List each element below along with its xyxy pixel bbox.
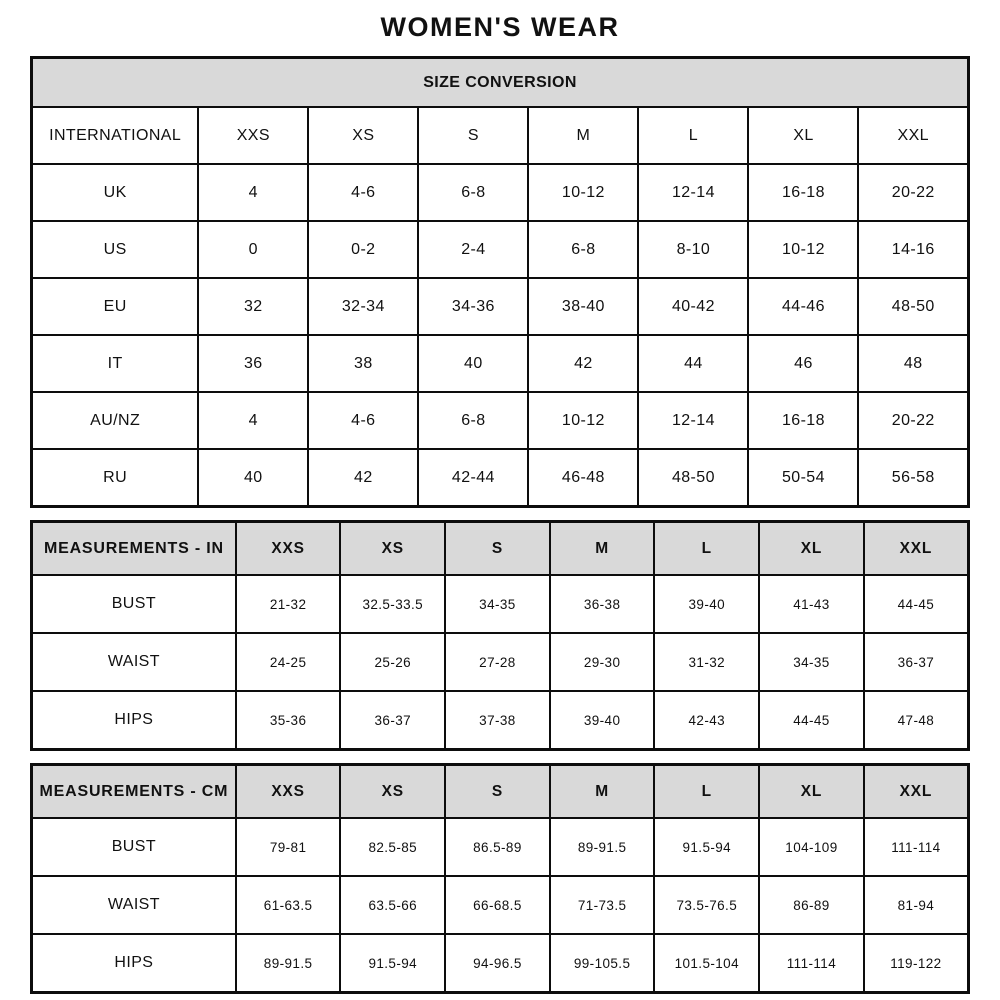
- value-cell: 10-12: [528, 392, 638, 449]
- value-cell: 86.5-89: [445, 818, 550, 876]
- row-label: EU: [32, 278, 199, 335]
- value-cell: 42-43: [654, 691, 759, 750]
- size-conversion-table: [30, 56, 970, 508]
- value-cell: 38: [308, 335, 418, 392]
- size-column-header: XL: [748, 107, 858, 164]
- value-cell: 50-54: [748, 449, 858, 507]
- value-cell: 10-12: [528, 164, 638, 221]
- table-title-row: [32, 58, 969, 108]
- size-column-header: L: [654, 522, 759, 576]
- row-label: BUST: [32, 818, 236, 876]
- value-cell: 36-37: [864, 633, 969, 691]
- table-row: [32, 164, 969, 221]
- value-cell: 32-34: [308, 278, 418, 335]
- size-column-header: S: [445, 765, 550, 819]
- value-cell: 56-58: [858, 449, 968, 507]
- value-cell: 46-48: [528, 449, 638, 507]
- value-cell: 40: [198, 449, 308, 507]
- value-cell: 16-18: [748, 392, 858, 449]
- value-cell: 36-37: [340, 691, 445, 750]
- row-label: RU: [32, 449, 199, 507]
- value-cell: 29-30: [550, 633, 655, 691]
- value-cell: 66-68.5: [445, 876, 550, 934]
- value-cell: 36-38: [550, 575, 655, 633]
- value-cell: 41-43: [759, 575, 864, 633]
- value-cell: 34-35: [759, 633, 864, 691]
- row-label: UK: [32, 164, 199, 221]
- measurements-cm-table-grid: [30, 763, 970, 994]
- value-cell: 25-26: [340, 633, 445, 691]
- value-cell: 27-28: [445, 633, 550, 691]
- value-cell: 32: [198, 278, 308, 335]
- value-cell: 6-8: [418, 164, 528, 221]
- value-cell: 40-42: [638, 278, 748, 335]
- row-label: US: [32, 221, 199, 278]
- size-column-header: L: [638, 107, 748, 164]
- value-cell: 91.5-94: [340, 934, 445, 993]
- row-label: WAIST: [32, 876, 236, 934]
- value-cell: 20-22: [858, 392, 968, 449]
- value-cell: 71-73.5: [550, 876, 655, 934]
- value-cell: 44-46: [748, 278, 858, 335]
- value-cell: 104-109: [759, 818, 864, 876]
- value-cell: 14-16: [858, 221, 968, 278]
- size-column-header: M: [528, 107, 638, 164]
- row-header-label: MEASUREMENTS - CM: [32, 765, 236, 819]
- value-cell: 111-114: [759, 934, 864, 993]
- value-cell: 42-44: [418, 449, 528, 507]
- size-column-header: XS: [340, 765, 445, 819]
- row-label: HIPS: [32, 934, 236, 993]
- size-column-header: M: [550, 522, 655, 576]
- value-cell: 101.5-104: [654, 934, 759, 993]
- size-column-header: XXL: [864, 522, 969, 576]
- table-row: [32, 934, 969, 993]
- value-cell: 12-14: [638, 164, 748, 221]
- value-cell: 82.5-85: [340, 818, 445, 876]
- value-cell: 37-38: [445, 691, 550, 750]
- table-row: [32, 449, 969, 507]
- size-column-header: S: [418, 107, 528, 164]
- table-row: [32, 876, 969, 934]
- value-cell: 63.5-66: [340, 876, 445, 934]
- value-cell: 34-35: [445, 575, 550, 633]
- value-cell: 8-10: [638, 221, 748, 278]
- value-cell: 39-40: [550, 691, 655, 750]
- table-row: [32, 691, 969, 750]
- size-conversion-table-grid: [30, 56, 970, 508]
- value-cell: 44-45: [759, 691, 864, 750]
- table-title: SIZE CONVERSION: [32, 58, 969, 108]
- row-label: IT: [32, 335, 199, 392]
- value-cell: 94-96.5: [445, 934, 550, 993]
- value-cell: 89-91.5: [236, 934, 341, 993]
- size-column-header: XXS: [236, 522, 341, 576]
- value-cell: 16-18: [748, 164, 858, 221]
- value-cell: 12-14: [638, 392, 748, 449]
- value-cell: 73.5-76.5: [654, 876, 759, 934]
- value-cell: 81-94: [864, 876, 969, 934]
- size-column-header: XL: [759, 522, 864, 576]
- value-cell: 31-32: [654, 633, 759, 691]
- value-cell: 34-36: [418, 278, 528, 335]
- size-column-header: L: [654, 765, 759, 819]
- value-cell: 48-50: [638, 449, 748, 507]
- size-column-header: XS: [308, 107, 418, 164]
- value-cell: 79-81: [236, 818, 341, 876]
- table-row: [32, 278, 969, 335]
- row-label: BUST: [32, 575, 236, 633]
- measurements-in-table-grid: [30, 520, 970, 751]
- table-row: [32, 335, 969, 392]
- value-cell: 86-89: [759, 876, 864, 934]
- measurements-cm-table: [30, 763, 970, 994]
- header-row: [32, 765, 969, 819]
- value-cell: 35-36: [236, 691, 341, 750]
- row-header-label: MEASUREMENTS - IN: [32, 522, 236, 576]
- value-cell: 48-50: [858, 278, 968, 335]
- value-cell: 6-8: [528, 221, 638, 278]
- value-cell: 0: [198, 221, 308, 278]
- size-column-header: XXL: [858, 107, 968, 164]
- value-cell: 39-40: [654, 575, 759, 633]
- value-cell: 20-22: [858, 164, 968, 221]
- row-label: WAIST: [32, 633, 236, 691]
- row-label: AU/NZ: [32, 392, 199, 449]
- header-row: [32, 107, 969, 164]
- value-cell: 44-45: [864, 575, 969, 633]
- value-cell: 32.5-33.5: [340, 575, 445, 633]
- value-cell: 46: [748, 335, 858, 392]
- page-title: WOMEN'S WEAR: [380, 12, 620, 42]
- table-row: [32, 221, 969, 278]
- value-cell: 38-40: [528, 278, 638, 335]
- value-cell: 2-4: [418, 221, 528, 278]
- value-cell: 4-6: [308, 164, 418, 221]
- size-column-header: XL: [759, 765, 864, 819]
- size-column-header: S: [445, 522, 550, 576]
- size-column-header: XXS: [236, 765, 341, 819]
- measurements-in-table: [30, 520, 970, 751]
- value-cell: 40: [418, 335, 528, 392]
- value-cell: 61-63.5: [236, 876, 341, 934]
- value-cell: 0-2: [308, 221, 418, 278]
- value-cell: 6-8: [418, 392, 528, 449]
- size-column-header: XXS: [198, 107, 308, 164]
- value-cell: 10-12: [748, 221, 858, 278]
- value-cell: 119-122: [864, 934, 969, 993]
- row-label: HIPS: [32, 691, 236, 750]
- value-cell: 4: [198, 392, 308, 449]
- value-cell: 99-105.5: [550, 934, 655, 993]
- value-cell: 44: [638, 335, 748, 392]
- value-cell: 48: [858, 335, 968, 392]
- value-cell: 4-6: [308, 392, 418, 449]
- value-cell: 4: [198, 164, 308, 221]
- value-cell: 89-91.5: [550, 818, 655, 876]
- row-header-label: INTERNATIONAL: [32, 107, 199, 164]
- value-cell: 42: [308, 449, 418, 507]
- table-row: [32, 392, 969, 449]
- table-row: [32, 633, 969, 691]
- value-cell: 36: [198, 335, 308, 392]
- value-cell: 111-114: [864, 818, 969, 876]
- value-cell: 21-32: [236, 575, 341, 633]
- value-cell: 24-25: [236, 633, 341, 691]
- table-row: [32, 818, 969, 876]
- size-column-header: XXL: [864, 765, 969, 819]
- header-row: [32, 522, 969, 576]
- value-cell: 91.5-94: [654, 818, 759, 876]
- value-cell: 47-48: [864, 691, 969, 750]
- size-column-header: XS: [340, 522, 445, 576]
- size-column-header: M: [550, 765, 655, 819]
- value-cell: 42: [528, 335, 638, 392]
- table-row: [32, 575, 969, 633]
